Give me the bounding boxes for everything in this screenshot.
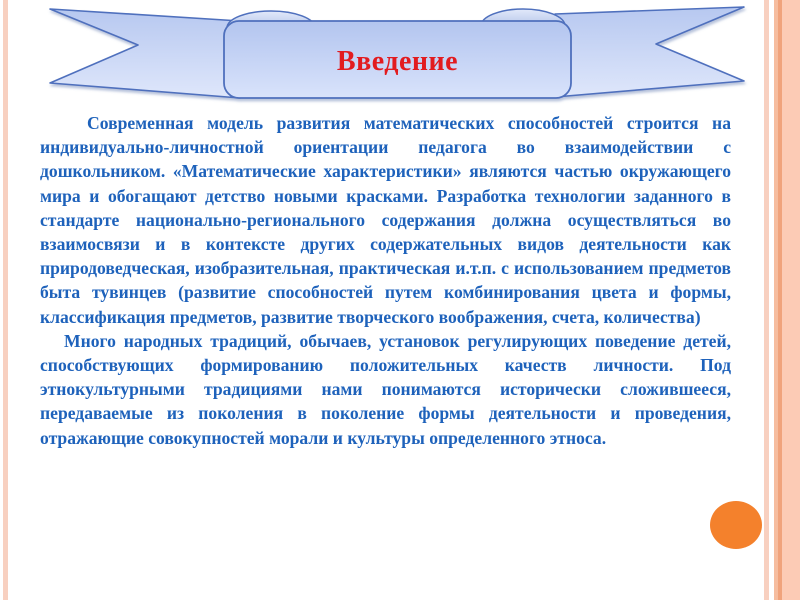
right-stripe-mid: [774, 0, 778, 600]
paragraph-1: Современная модель развития математических способностей строится на индивидуально-личностной ориентации педагога во взаимодействии с дошкольником. «Математические характеристики» являются частью окружающего мира и обогащают детство новыми красками. Разработка технологии заданного в стандарте национально-регионального содержания должна осуществляться во взаимосвязи и в контексте других содержательных видов деятельности как природоведческая, изобразительная, практическая и.т.п. с использованием предметов быта тувинцев (развитие способностей путем комбинирования цвета и формы, классификация предметов, развитие творческого воображения, счета, количества): [40, 113, 731, 327]
right-stripe-wide: [782, 0, 800, 600]
right-stripe-dark: [778, 0, 782, 600]
ribbon-left-tail: [50, 9, 240, 98]
body-text: [40, 111, 731, 450]
right-border-stripes: [764, 0, 800, 600]
right-stripe-thin: [764, 0, 769, 600]
paragraph-2: Много народных традиций, обычаев, установок регулирующих поведение детей, способствующих формированию положительных качеств личности. Под этнокультурными традициями нами понимаются исторически сложившееся, передаваемые из поколения в поколение формы деятельности и проведения, отражающие совокупностей морали и культуры определенного этноса.: [40, 330, 731, 448]
decorative-circle: [710, 501, 762, 549]
left-border-stripe: [3, 0, 8, 600]
ribbon-right-tail: [555, 7, 744, 97]
banner-title: Введение: [336, 46, 459, 77]
